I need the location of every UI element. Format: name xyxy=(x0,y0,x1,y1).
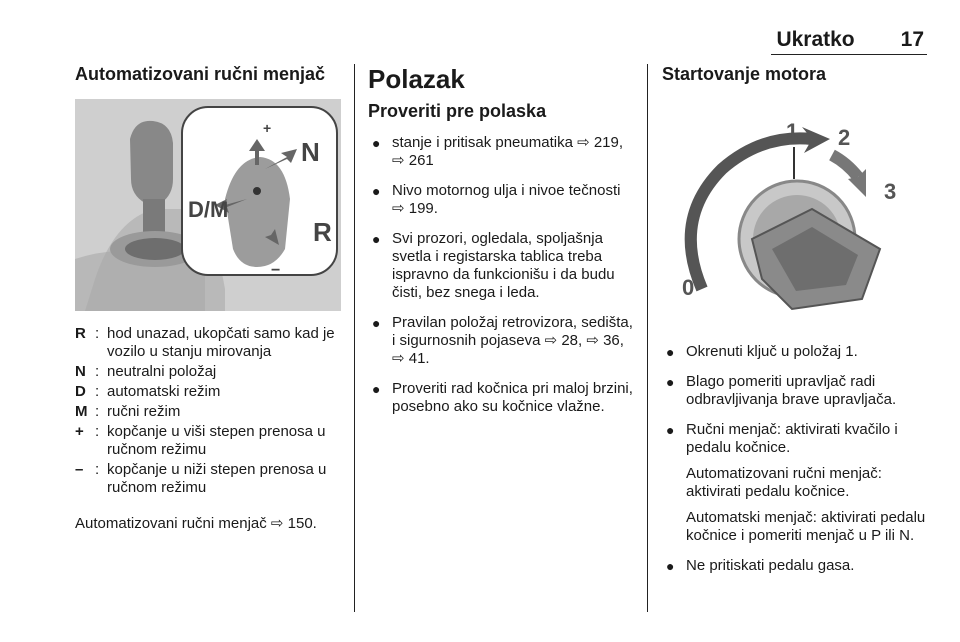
page-header xyxy=(776,28,924,52)
list-item-text: Nivo motornog ulja i nivoe tečnosti ⇨ 199. xyxy=(392,182,621,217)
list-item-text: Pravilan položaj retrovizora, sedišta, i sigurnosnih pojaseva ⇨ 28, ⇨ 36, ⇨ 41. xyxy=(392,314,633,367)
list-item xyxy=(368,182,636,218)
position-label-2: 2 xyxy=(838,125,851,150)
list-item-text: Blago pomeriti upravljač radi odbravljivanja brave upravljača. xyxy=(686,373,897,408)
label-minus: − xyxy=(271,262,281,279)
label-plus: + xyxy=(263,120,272,136)
legend-key: + xyxy=(75,423,84,440)
legend-text: hod unazad, ukopčati samo kad je vozilo u stanju mirovanja xyxy=(107,325,335,360)
list-item-text: Ručni menjač: aktivirati kvačilo i pedalu kočnice. xyxy=(686,421,898,456)
gear-lever-illustration xyxy=(75,99,341,311)
header-title: Ukratko xyxy=(776,28,855,51)
list-item-text: Svi prozori, ogledala, spoljašnja svetla i registarska tablica treba ispravno da funkcionišu i da budu čisti, bez snega i leda. xyxy=(392,230,615,301)
list-item xyxy=(662,343,930,361)
list-item xyxy=(368,134,636,170)
section-subtitle-check: Proveriti pre polaska xyxy=(368,101,547,121)
legend-row xyxy=(75,403,343,421)
legend-key: – xyxy=(75,461,84,478)
section-title-departure: Polazak xyxy=(368,64,465,94)
list-item xyxy=(662,421,930,545)
column-divider xyxy=(647,64,648,612)
legend-key: N xyxy=(75,363,86,380)
legend-text: automatski režim xyxy=(107,383,221,400)
sub-paragraph: Automatski menjač: aktivirati pedalu kočnice i pomeriti menjač u P ili N. xyxy=(686,509,926,544)
page-number: 17 xyxy=(900,28,924,51)
legend-sep: : xyxy=(95,363,100,380)
header-rule xyxy=(771,54,927,55)
list-item xyxy=(368,230,636,302)
list-item xyxy=(662,557,930,575)
label-n: N xyxy=(301,137,320,167)
legend-key: D xyxy=(75,383,86,400)
label-dm: D/M xyxy=(188,197,229,222)
label-r: R xyxy=(313,217,332,247)
legend-row xyxy=(75,461,343,497)
gear-lever-drawing xyxy=(75,99,341,311)
bullet-icon: ● xyxy=(372,135,381,151)
legend-key: M xyxy=(75,403,88,420)
bullet-icon: ● xyxy=(372,231,381,247)
start-steps-list xyxy=(662,343,930,575)
bullet-icon: ● xyxy=(372,183,381,199)
check-list xyxy=(368,134,636,416)
ignition-drawing xyxy=(662,99,928,319)
legend-sep: : xyxy=(95,325,100,342)
legend-row xyxy=(75,363,343,381)
bullet-icon: ● xyxy=(666,422,675,438)
bullet-icon: ● xyxy=(372,381,381,397)
position-label-0: 0 xyxy=(682,275,695,300)
sub-paragraph: Automatizovani ručni menjač: aktivirati pedalu kočnice. xyxy=(686,465,882,500)
bullet-icon: ● xyxy=(372,315,381,331)
list-item-text: stanje i pritisak pneumatika ⇨ 219, ⇨ 261 xyxy=(392,134,624,169)
legend-sep: : xyxy=(95,423,100,440)
position-label-3: 3 xyxy=(884,179,897,204)
list-item xyxy=(368,314,636,368)
legend-text: kopčanje u viši stepen prenosa u ručnom režimu xyxy=(107,423,326,458)
position-label-1: 1 xyxy=(786,119,799,144)
list-item-text: Proveriti rad kočnica pri maloj brzini, posebno ako su kočnice vlažne. xyxy=(392,380,633,415)
column-gearbox xyxy=(75,64,343,533)
list-item xyxy=(368,380,636,416)
ignition-illustration xyxy=(662,99,928,319)
section-title-gearbox: Automatizovani ručni menjač xyxy=(75,64,326,84)
legend-text: ručni režim xyxy=(107,403,181,420)
list-item-text: Ne pritiskati pedalu gasa. xyxy=(686,557,855,574)
legend-text: kopčanje u niži stepen prenosa u ručnom režimu xyxy=(107,461,327,496)
column-divider xyxy=(354,64,355,612)
bullet-icon: ● xyxy=(666,344,675,360)
column-departure xyxy=(368,64,636,428)
legend-sep: : xyxy=(95,461,100,478)
legend-row xyxy=(75,325,343,361)
bullet-icon: ● xyxy=(666,374,675,390)
legend-row xyxy=(75,383,343,401)
list-item xyxy=(662,373,930,409)
bullet-icon: ● xyxy=(666,558,675,574)
legend-text: neutralni položaj xyxy=(107,363,217,380)
legend-key: R xyxy=(75,325,86,342)
gearbox-reference: Automatizovani ručni menjač ⇨ 150. xyxy=(75,515,317,532)
legend-sep: : xyxy=(95,403,100,420)
list-item-text: Okrenuti ključ u položaj 1. xyxy=(686,343,858,360)
legend-row xyxy=(75,423,343,459)
section-title-engine-start: Startovanje motora xyxy=(662,64,827,84)
legend-sep: : xyxy=(95,383,100,400)
gear-legend xyxy=(75,325,343,497)
column-engine-start xyxy=(662,64,930,587)
